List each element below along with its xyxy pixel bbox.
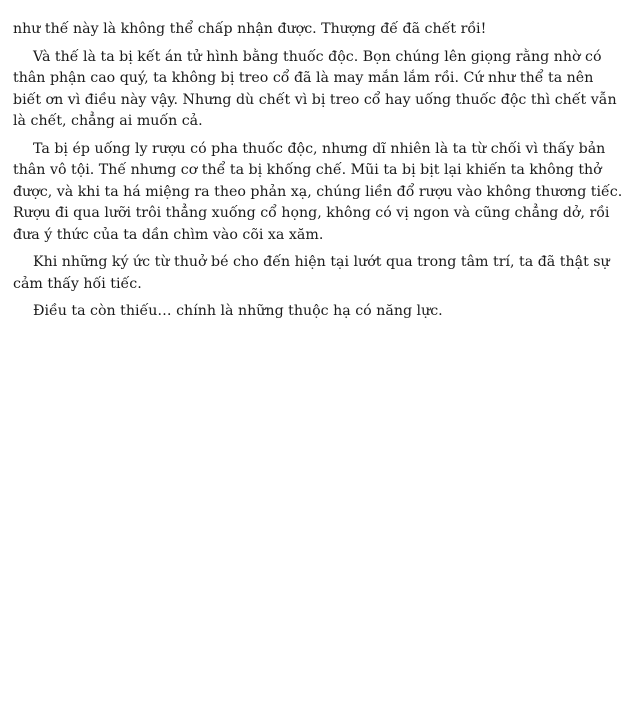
paragraph-forced-drink: Ta bị ép uống ly rượu có pha thuốc độc, nhưng dĩ nhiên là ta từ chối vì thấy bản thân vô tội. Thế nhưng cơ thể ta bị khống chế. Mũi ta bị bịt lại khiến ta không thở được, và khi ta há miệng ra theo phản xạ, chúng liền đổ rượu vào không thương tiếc. Rượu đi qua lưỡi trôi thẳng xuống cổ họng, không có vị ngon và cũng chẳng dở, rồi đưa ý thức của ta dần chìm vào cõi xa xăm. [13,140,623,243]
paragraph-memories: Khi những ký ức từ thuở bé cho đến hiện tại lướt qua trong tâm trí, ta đã thật sự cảm thấy hối tiếc. [13,254,610,292]
paragraph-sentence-poison: Và thế là ta bị kết án tử hình bằng thuốc độc. Bọn chúng lên giọng rằng nhờ có thân phận cao quý, ta không bị treo cổ đã là may mắn lắm rồi. Cứ như thể ta nên biết ơn vì điều này vậy. Nhưng dù chết vì bị treo cổ hay uống thuốc độc thì chết vẫn là chết, chẳng ai muốn cả. [13,48,617,129]
document-page [13,19,625,329]
paragraph-regret: Điều ta còn thiếu… chính là những thuộc hạ có năng lực. [33,303,443,319]
paragraph-continuation: như thế này là không thể chấp nhận được. Thượng đế đã chết rồi! [13,21,487,37]
